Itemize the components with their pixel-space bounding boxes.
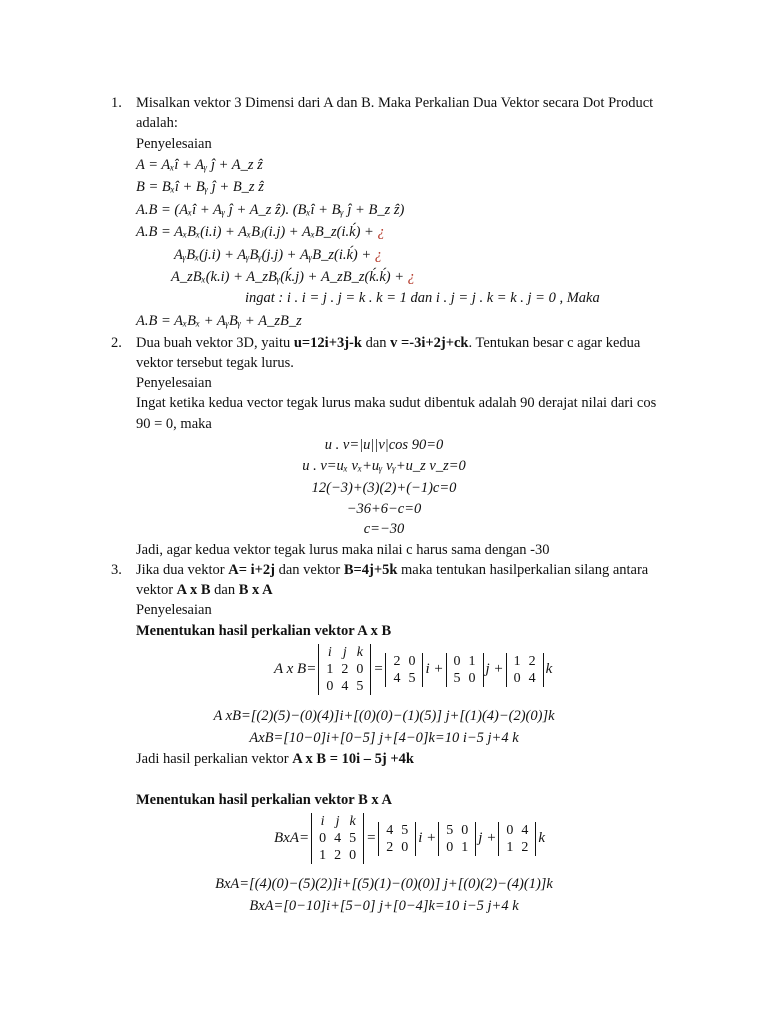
q2-statement-line2: vektor tersebut tegak lurus. xyxy=(136,355,294,371)
q2-eq-2: u . v=uₓ vₓ+uᵧ vᵧ+u_z v_z=0 xyxy=(302,458,466,474)
q2-solution-label: Penyelesaian xyxy=(136,375,212,391)
matrix-cell: 0 xyxy=(349,848,357,863)
axb-result: A x B = 10i – 5j +4k xyxy=(292,751,414,767)
q1-eq-dot-row1: A.B = AₓBₓ(i.i) + AₓBⱼ(i.j) + AₓB_z(i.ḱ) + ¿ xyxy=(136,224,385,240)
matrix-cell: 0 xyxy=(446,839,454,855)
matrix-cell: 4 xyxy=(521,822,529,838)
q1-statement-line1: Misalkan vektor 3 Dimensi dari A dan B. Maka Perkalian Dua Vektor secara Dot Product xyxy=(136,95,654,111)
matrix-cell: 0 xyxy=(408,653,416,669)
matrix-cell: 0 xyxy=(319,831,327,846)
q2-remember-line1: Ingat ketika kedua vector tegak lurus maka sudut dibentuk adalah 90 derajat nilai dari cos xyxy=(136,395,657,411)
matrix-cell: 2 xyxy=(386,839,394,855)
axb-eq-3: AxB=[10−0]i+[0−5] j+[4−0]k=10 i−5 j+4 k xyxy=(249,730,519,746)
matrix-cell: i xyxy=(320,814,325,829)
matrix-row xyxy=(442,839,472,856)
q2-eq-1: u . v=|u||v|cos 90=0 xyxy=(324,437,444,453)
q1-eq-result: A.B = AₓBₓ + AᵧBᵧ + A_zB_z xyxy=(136,313,302,329)
matrix-cell: 2 xyxy=(334,848,342,863)
matrix-row xyxy=(322,661,367,678)
matrix-cell: 0 xyxy=(356,662,364,677)
matrix-cell: 1 xyxy=(513,653,521,669)
axb-conclusion: Jadi hasil perkalian vektor A x B = 10i – 5j +4k xyxy=(136,751,414,767)
matrix-cell: 2 xyxy=(341,662,349,677)
bxa-eq-2: BxA=[(4)(0)−(5)(2)]i+[(5)(1)−(0)(0)] j+[(0)(2)−(4)(1)]k xyxy=(215,876,553,892)
matrix-cell: 4 xyxy=(528,670,536,686)
inverted-question-mark: ¿ xyxy=(374,247,383,263)
matrix-cell: 0 xyxy=(468,670,476,686)
matrix-cell: 1 xyxy=(326,662,334,677)
q3-vector-b: B=4j+5k xyxy=(343,562,398,578)
inverted-question-mark: ¿ xyxy=(377,224,385,240)
bxa-minor-j xyxy=(442,822,472,856)
q2-number: 2. xyxy=(111,335,122,351)
bxa-matrix xyxy=(315,813,360,864)
q3-heading-axb: Menentukan hasil perkalian vektor A x B xyxy=(136,623,392,639)
matrix-row xyxy=(322,644,367,661)
matrix-cell: 0 xyxy=(453,653,461,669)
q1-eq-dot-row3: A_zBₓ(k.i) + A_zBᵧ(ḱ.j) + A_zB_z(ḱ.ḱ) + ¿ xyxy=(171,269,415,285)
axb-matrix xyxy=(322,644,367,695)
q1-eq-dot-expansion: A.B = (Aₓî + Aᵧ ĵ + A_z ẑ). (Bₓî + Bᵧ ĵ + B_z ẑ) xyxy=(136,202,405,218)
q2-eq-4: −36+6−c=0 xyxy=(346,501,422,517)
q3-vector-a: A= i+2j xyxy=(228,562,275,578)
axb-minor-k xyxy=(510,653,540,687)
bxa-minor-k xyxy=(502,822,532,856)
q3-statement-line2: vektor A x B dan B x A xyxy=(136,582,273,598)
matrix-cell: 0 xyxy=(401,839,409,855)
q1-statement-line2: adalah: xyxy=(136,115,178,131)
axb-determinant-expansion: A x B= i j k 1 2 0 0 4 5 = 2 0 4 5 i + 0 1 5 0 j + 1 2 0 4 k xyxy=(274,645,553,694)
matrix-cell: 2 xyxy=(521,839,529,855)
matrix-cell: i xyxy=(327,645,332,660)
matrix-cell: 1 xyxy=(506,839,514,855)
q3-heading-bxa: Menentukan hasil perkalian vektor B x A xyxy=(136,792,392,808)
axb-eq-2: A xB=[(2)(5)−(0)(4)]i+[(0)(0)−(1)(5)] j+[(1)(4)−(2)(0)]k xyxy=(213,708,555,724)
matrix-cell: j xyxy=(335,814,340,829)
matrix-row xyxy=(315,813,360,830)
matrix-cell: 5 xyxy=(453,670,461,686)
matrix-cell: k xyxy=(356,645,363,660)
matrix-row xyxy=(502,822,532,839)
q1-eq-dot-row2: AᵧBₓ(j.i) + AᵧBᵧ(j.j) + AᵧB_z(i.ḱ) + ¿ xyxy=(174,247,383,263)
matrix-row xyxy=(502,839,532,856)
q2-vector-v: v =-3i+2j+ck xyxy=(390,335,469,351)
matrix-row xyxy=(442,822,472,839)
matrix-cell: 5 xyxy=(356,679,364,694)
q1-number: 1. xyxy=(111,95,122,111)
matrix-cell: 5 xyxy=(401,822,409,838)
matrix-row xyxy=(315,830,360,847)
matrix-cell: 5 xyxy=(408,670,416,686)
matrix-row xyxy=(450,670,480,687)
q2-statement-line1: Dua buah vektor 3D, yaitu u=12i+3j-k dan v =-3i+2j+ck. Tentukan besar c agar kedua xyxy=(136,335,641,351)
bxa-determinant-expansion: BxA= i j k 0 4 5 1 2 0 = 4 5 2 0 i + 5 0 0 1 j + 0 4 1 2 k xyxy=(274,814,545,863)
matrix-cell: 0 xyxy=(506,822,514,838)
matrix-cell: 1 xyxy=(461,839,469,855)
q1-remember-note: ingat : i . i = j . j = k . k = 1 dan i . j = j . k = k . j = 0 , Maka xyxy=(245,290,600,306)
matrix-cell: 5 xyxy=(349,831,357,846)
q2-conclusion: Jadi, agar kedua vektor tegak lurus maka nilai c harus sama dengan -30 xyxy=(136,542,550,558)
matrix-cell: 4 xyxy=(386,822,394,838)
matrix-cell: 1 xyxy=(319,848,327,863)
matrix-cell: 4 xyxy=(334,831,342,846)
matrix-cell: 2 xyxy=(393,653,401,669)
matrix-row xyxy=(382,822,412,839)
matrix-cell: 2 xyxy=(528,653,536,669)
matrix-cell: 0 xyxy=(461,822,469,838)
axb-minor-i xyxy=(389,653,419,687)
matrix-row xyxy=(510,653,540,670)
bxa-eq-3: BxA=[0−10]i+[5−0] j+[0−4]k=10 i−5 j+4 k xyxy=(249,898,519,914)
matrix-row xyxy=(322,678,367,695)
matrix-cell: 4 xyxy=(341,679,349,694)
inverted-question-mark: ¿ xyxy=(407,269,415,285)
matrix-row xyxy=(510,670,540,687)
matrix-cell: 4 xyxy=(393,670,401,686)
q3-solution-label: Penyelesaian xyxy=(136,602,212,618)
bxa-minor-i xyxy=(382,822,412,856)
q1-solution-label: Penyelesaian xyxy=(136,136,212,152)
matrix-cell: k xyxy=(349,814,356,829)
q1-eq-vector-b: B = Bₓî + Bᵧ ĵ + B_z ẑ xyxy=(136,179,264,195)
q3-number: 3. xyxy=(111,562,122,578)
matrix-cell: j xyxy=(342,645,347,660)
matrix-cell: 0 xyxy=(513,670,521,686)
axb-minor-j xyxy=(450,653,480,687)
matrix-cell: 5 xyxy=(446,822,454,838)
q1-eq-vector-a: A = Aₓî + Aᵧ ĵ + A_z ẑ xyxy=(136,157,263,173)
q2-remember-line2: 90 = 0, maka xyxy=(136,416,212,432)
matrix-row xyxy=(450,653,480,670)
matrix-row xyxy=(389,653,419,670)
q3-statement-line1: Jika dua vektor A= i+2j dan vektor B=4j+5k maka tentukan hasilperkalian silang antara xyxy=(136,562,649,578)
matrix-row xyxy=(315,847,360,864)
matrix-row xyxy=(382,839,412,856)
matrix-cell: 1 xyxy=(468,653,476,669)
q2-eq-3: 12(−3)+(3)(2)+(−1)c=0 xyxy=(311,480,457,496)
matrix-row xyxy=(389,670,419,687)
matrix-cell: 0 xyxy=(326,679,334,694)
q2-eq-5: c=−30 xyxy=(363,521,405,537)
q2-vector-u: u=12i+3j-k xyxy=(293,335,362,351)
